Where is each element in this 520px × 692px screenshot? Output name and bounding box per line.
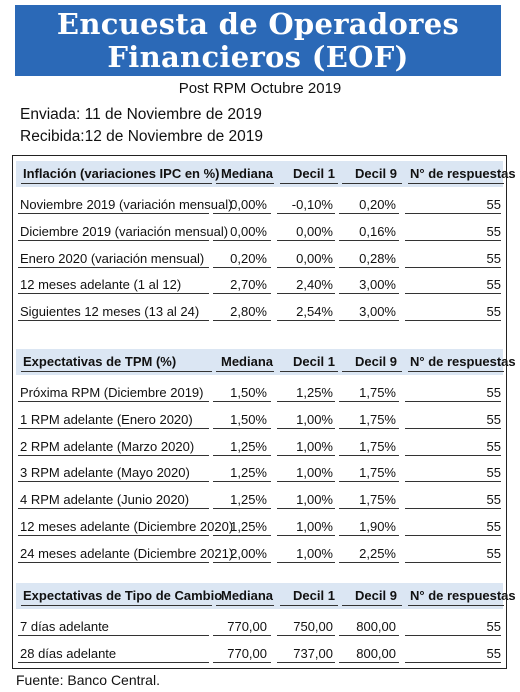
- table-cell: 2,00%: [230, 545, 267, 561]
- underline: [339, 293, 399, 294]
- underline: [18, 635, 209, 636]
- column-header: Decil 1: [293, 588, 335, 603]
- underline: [213, 562, 271, 563]
- underline: [277, 428, 335, 429]
- title-line-1: Encuesta de Operadores: [56, 7, 460, 41]
- table-cell: Siguientes 12 meses (13 al 24): [20, 304, 200, 320]
- underline: [405, 662, 501, 663]
- underline: [405, 320, 501, 321]
- underline: [405, 267, 501, 268]
- underline: [277, 662, 335, 663]
- underline: [21, 183, 212, 184]
- underline: [405, 428, 501, 429]
- table-cell: 55: [486, 645, 501, 661]
- underline: [18, 401, 209, 402]
- table-cell: 1,25%: [230, 438, 267, 454]
- table-cell: 0,28%: [359, 250, 396, 266]
- table-row: [13, 459, 506, 486]
- underline: [277, 293, 335, 294]
- table-cell: 1,25%: [230, 492, 267, 508]
- underline: [213, 481, 271, 482]
- table-cell: Enero 2020 (variación mensual): [20, 250, 205, 266]
- table-cell: 2,80%: [230, 304, 267, 320]
- underline: [405, 562, 501, 563]
- underline: [277, 240, 335, 241]
- table-cell: 0,00%: [230, 197, 267, 212]
- underline: [405, 240, 501, 241]
- underline: [18, 428, 209, 429]
- underline: [18, 562, 209, 563]
- column-header: Decil 9: [355, 588, 397, 603]
- underline: [18, 213, 209, 214]
- table-cell: -0,10%: [291, 197, 333, 212]
- table-cell: 2,40%: [296, 277, 333, 293]
- table-cell: 55: [486, 519, 501, 534]
- underline: [18, 293, 209, 294]
- underline: [213, 635, 271, 636]
- underline: [213, 213, 271, 214]
- table-cell: 1,75%: [359, 411, 396, 427]
- underline: [277, 213, 335, 214]
- table-cell: 55: [486, 304, 501, 320]
- table-cell: 1,00%: [296, 411, 333, 427]
- underline: [18, 481, 209, 482]
- underline: [405, 481, 501, 482]
- underline: [339, 662, 399, 663]
- underline: [277, 267, 335, 268]
- table-cell: 0,20%: [230, 250, 267, 266]
- table-cell: 2,54%: [296, 304, 333, 320]
- underline: [280, 371, 338, 372]
- table-cell: 55: [486, 465, 501, 481]
- underline: [277, 508, 335, 509]
- table-cell: 55: [486, 277, 501, 293]
- table-cell: 55: [486, 492, 501, 508]
- table-cell: 55: [486, 250, 501, 266]
- table-cell: 7 días adelante: [20, 619, 109, 634]
- survey-table: [12, 155, 516, 669]
- table-cell: 1,00%: [296, 492, 333, 508]
- table-cell: 12 meses adelante (Diciembre 2020): [20, 519, 234, 534]
- sent-date: Enviada: 11 de Noviembre de 2019: [20, 106, 262, 123]
- underline: [213, 535, 271, 536]
- underline: [18, 535, 209, 536]
- table-cell: 3 RPM adelante (Mayo 2020): [20, 465, 190, 481]
- table-cell: 28 días adelante: [20, 645, 117, 661]
- underline: [213, 508, 271, 509]
- table-cell: 1,25%: [230, 465, 267, 481]
- table-cell: 4 RPM adelante (Junio 2020): [20, 492, 190, 508]
- table-cell: 55: [486, 223, 501, 239]
- underline: [339, 455, 399, 456]
- underline: [213, 267, 271, 268]
- header-row: [16, 161, 516, 187]
- underline: [213, 428, 271, 429]
- underline: [405, 213, 501, 214]
- table-row: [13, 245, 506, 272]
- underline: [405, 455, 501, 456]
- column-header: Decil 1: [293, 166, 335, 181]
- table-cell: Próxima RPM (Diciembre 2019): [20, 385, 204, 400]
- column-header: N° de respuestas: [410, 354, 516, 369]
- underline: [18, 267, 209, 268]
- underline: [408, 605, 504, 606]
- title-line-2: Financieros (EOF): [107, 40, 409, 74]
- table-row: [13, 191, 506, 218]
- table-cell: 3,00%: [359, 304, 396, 320]
- table-row: [13, 433, 506, 460]
- underline: [277, 455, 335, 456]
- column-header: Decil 9: [355, 166, 397, 181]
- table-row: [13, 406, 506, 433]
- table-cell: 0,00%: [296, 250, 333, 266]
- table-cell: 1,25%: [296, 385, 333, 400]
- table-cell: 1 RPM adelante (Enero 2020): [20, 411, 193, 427]
- underline: [339, 401, 399, 402]
- table-cell: 55: [486, 197, 501, 212]
- table-row: [13, 640, 506, 667]
- table-row: [13, 379, 506, 406]
- underline: [342, 371, 402, 372]
- underline: [339, 267, 399, 268]
- table-row: [13, 298, 506, 325]
- underline: [408, 371, 504, 372]
- underline: [405, 293, 501, 294]
- table-row: [13, 613, 506, 640]
- underline: [339, 562, 399, 563]
- underline: [18, 240, 209, 241]
- table-cell: 55: [486, 619, 501, 634]
- table-cell: 1,50%: [230, 385, 267, 400]
- table-row: [13, 218, 506, 245]
- underline: [21, 605, 212, 606]
- header-row: [16, 349, 516, 375]
- table-cell: 1,00%: [296, 438, 333, 454]
- table-cell: 55: [486, 545, 501, 561]
- table-cell: 2 RPM adelante (Marzo 2020): [20, 438, 195, 454]
- underline: [405, 535, 501, 536]
- table-cell: Noviembre 2019 (variación mensual): [20, 197, 233, 212]
- table-cell: 800,00: [356, 645, 396, 661]
- table-cell: 0,20%: [359, 197, 396, 212]
- table-cell: 1,00%: [296, 465, 333, 481]
- underline: [277, 635, 335, 636]
- underline: [216, 183, 274, 184]
- header-row: [16, 583, 516, 609]
- underline: [280, 605, 338, 606]
- underline: [213, 320, 271, 321]
- underline: [21, 371, 212, 372]
- underline: [213, 401, 271, 402]
- table-row: [13, 271, 506, 298]
- column-header: Decil 9: [355, 354, 397, 369]
- table-cell: 1,75%: [359, 492, 396, 508]
- table-cell: Diciembre 2019 (variación mensual): [20, 223, 229, 239]
- column-header: Inflación (variaciones IPC en %): [23, 166, 220, 181]
- underline: [339, 635, 399, 636]
- table-cell: 12 meses adelante (1 al 12): [20, 277, 182, 293]
- underline: [405, 508, 501, 509]
- column-header: N° de respuestas: [410, 166, 516, 181]
- underline: [339, 320, 399, 321]
- table-cell: 1,75%: [359, 438, 396, 454]
- underline: [18, 455, 209, 456]
- table-row: [13, 540, 506, 567]
- column-header: Mediana: [220, 588, 273, 603]
- underline: [18, 320, 209, 321]
- table-cell: 1,90%: [359, 519, 396, 534]
- underline: [342, 605, 402, 606]
- table-cell: 1,25%: [230, 519, 267, 534]
- underline: [213, 240, 271, 241]
- underline: [342, 183, 402, 184]
- underline: [408, 183, 504, 184]
- table-cell: 737,00: [293, 645, 333, 661]
- table-cell: 1,75%: [359, 465, 396, 481]
- table-cell: 1,50%: [230, 411, 267, 427]
- underline: [216, 605, 274, 606]
- table-cell: 2,25%: [359, 545, 396, 561]
- table-cell: 1,00%: [296, 545, 333, 561]
- underline: [277, 401, 335, 402]
- received-date: Recibida:12 de Noviembre de 2019: [20, 128, 263, 145]
- underline: [277, 320, 335, 321]
- underline: [216, 371, 274, 372]
- table-cell: 750,00: [293, 619, 333, 634]
- column-header: Mediana: [220, 354, 273, 369]
- underline: [339, 428, 399, 429]
- column-header: Expectativas de Tipo de Cambio: [23, 588, 223, 603]
- table-cell: 1,00%: [296, 519, 333, 534]
- underline: [18, 662, 209, 663]
- table-cell: 24 meses adelante (Diciembre 2021): [20, 545, 234, 561]
- table-row: [13, 486, 506, 513]
- column-header: Mediana: [220, 166, 273, 181]
- table-cell: 770,00: [227, 645, 267, 661]
- table-row: [13, 513, 506, 540]
- column-header: N° de respuestas: [410, 588, 516, 603]
- table-cell: 0,16%: [359, 223, 396, 239]
- table-cell: 55: [486, 385, 501, 400]
- underline: [213, 293, 271, 294]
- column-header: Decil 1: [293, 354, 335, 369]
- underline: [405, 635, 501, 636]
- underline: [277, 562, 335, 563]
- table-cell: 55: [486, 438, 501, 454]
- table-cell: 3,00%: [359, 277, 396, 293]
- underline: [405, 401, 501, 402]
- underline: [277, 535, 335, 536]
- table-cell: 0,00%: [230, 223, 267, 239]
- table-cell: 1,75%: [359, 385, 396, 400]
- table-cell: 2,70%: [230, 277, 267, 293]
- underline: [339, 240, 399, 241]
- table-cell: 770,00: [227, 619, 267, 634]
- underline: [280, 183, 338, 184]
- title-banner: [15, 5, 501, 76]
- underline: [213, 662, 271, 663]
- underline: [339, 535, 399, 536]
- table-cell: 800,00: [356, 619, 396, 634]
- subtitle: Post RPM Octubre 2019: [178, 80, 342, 97]
- table-cell: 0,00%: [296, 223, 333, 239]
- underline: [213, 455, 271, 456]
- source-note: Fuente: Banco Central.: [16, 672, 160, 688]
- column-header: Expectativas de TPM (%): [23, 354, 177, 369]
- underline: [339, 213, 399, 214]
- underline: [339, 481, 399, 482]
- underline: [277, 481, 335, 482]
- table-cell: 55: [486, 411, 501, 427]
- underline: [339, 508, 399, 509]
- underline: [18, 508, 209, 509]
